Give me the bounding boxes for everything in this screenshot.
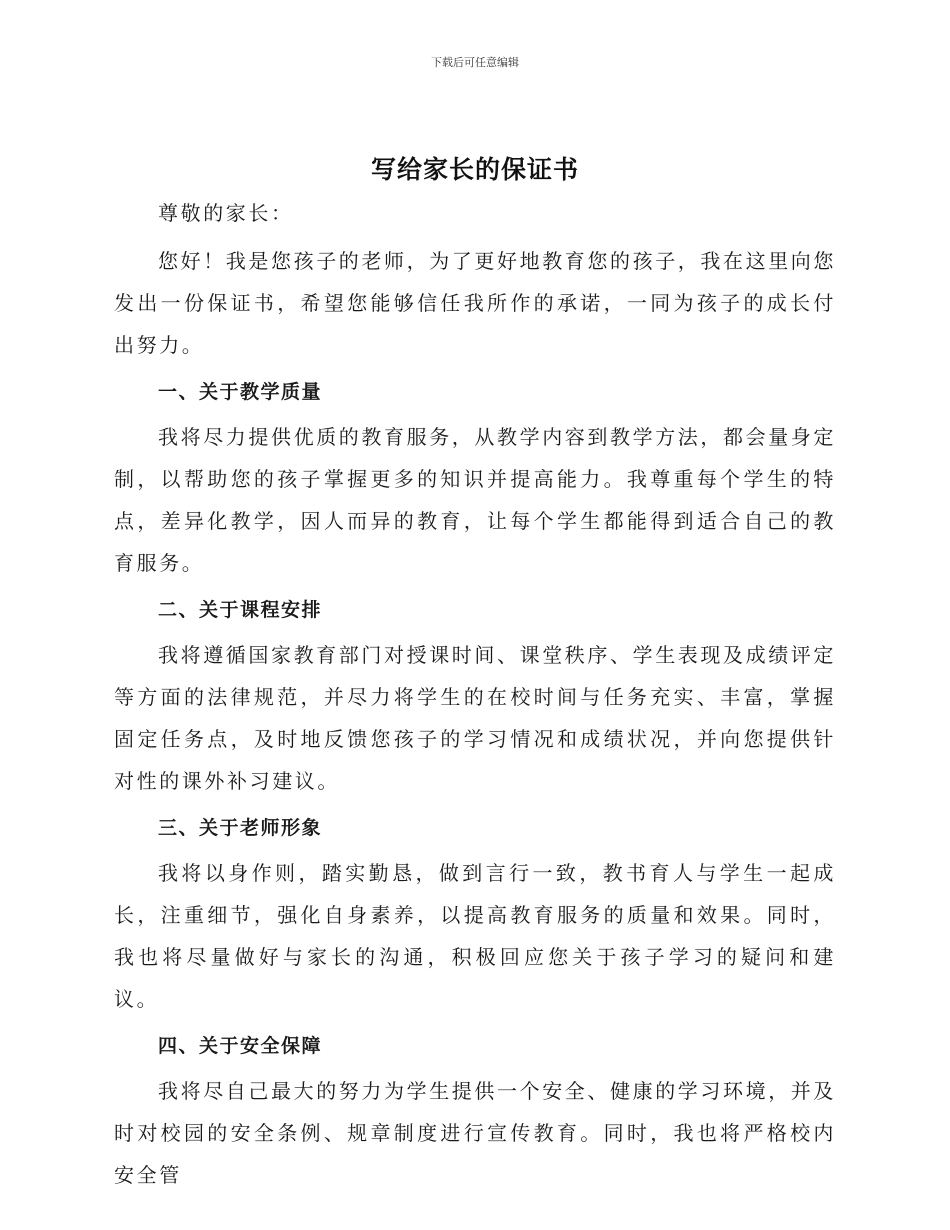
document-title: 写给家长的保证书: [370, 155, 579, 184]
section-body-teacher-image: 我将以身作则，踏实勤恳，做到言行一致，教书育人与学生一起成长，注重细节，强化自身素养，以提高教育服务的质量和效果。同时，我也将尽量做好与家长的沟通，积极回应您关于孩子学习的疑问和建议。: [114, 861, 836, 1011]
section-heading-course-schedule: 二、关于课程安排: [158, 599, 323, 621]
intro-paragraph: 您好！我是您孩子的老师，为了更好地教育您的孩子，我在这里向您发出一份保证书，希望您能够信任我所作的承诺，一同为孩子的成长付出努力。: [114, 249, 836, 357]
section-heading-safety: 四、关于安全保障: [158, 1035, 323, 1057]
section-body-course-schedule: 我将遵循国家教育部门对授课时间、课堂秩序、学生表现及成绩评定等方面的法律规范，并尽力将学生的在校时间与任务充实、丰富，掌握固定任务点，及时地反馈您孩子的学习情况和成绩状况，并向您提供针对性的课外补习建议。: [114, 643, 836, 793]
header-note: 下载后可任意编辑: [431, 56, 519, 69]
section-body-safety: 我将尽自己最大的努力为学生提供一个安全、健康的学习环境，并及时对校园的安全条例、规章制度进行宣传教育。同时，我也将严格校内安全管: [114, 1079, 836, 1187]
greeting: 尊敬的家长：: [158, 201, 294, 225]
document-body: [114, 192, 836, 1202]
section-heading-teacher-image: 三、关于老师形象: [158, 817, 323, 839]
section-body-teaching-quality: 我将尽力提供优质的教育服务，从教学内容到教学方法，都会量身定制，以帮助您的孩子掌握更多的知识并提高能力。我尊重每个学生的特点，差异化教学，因人而异的教育，让每个学生都能得到适合自己的教育服务。: [114, 425, 836, 575]
section-heading-teaching-quality: 一、关于教学质量: [158, 381, 323, 403]
